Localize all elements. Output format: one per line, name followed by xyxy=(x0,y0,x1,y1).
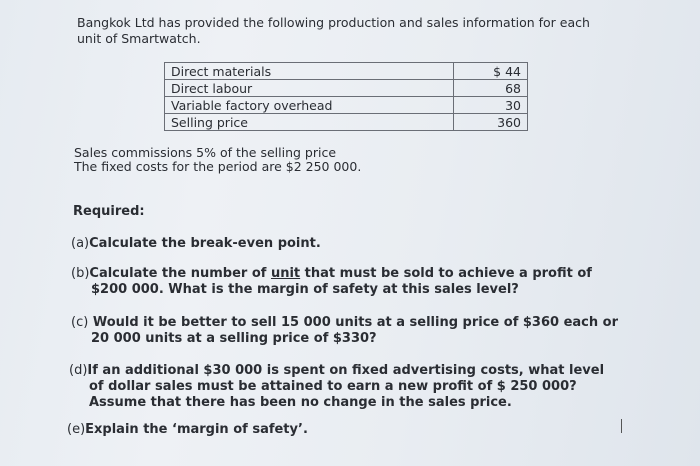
row-value: 360 xyxy=(453,114,527,131)
question-number: (a) xyxy=(71,236,90,251)
question-b xyxy=(71,265,592,282)
question-text: If an additional $30 000 is spent on fixed advertising costs, what level xyxy=(87,363,605,378)
commission-note: Sales commissions 5% of the selling price xyxy=(74,145,337,160)
intro-line-2: unit of Smartwatch. xyxy=(77,31,201,46)
question-text: that must be sold to achieve a profit of xyxy=(300,266,592,281)
question-b-line-2: $200 000. What is the margin of safety at this sales level? xyxy=(91,282,519,297)
question-number: (e) xyxy=(67,422,86,437)
question-a xyxy=(71,235,321,252)
question-e xyxy=(67,421,308,438)
row-value: 30 xyxy=(453,97,527,114)
question-text: Explain the ‘margin of safety’. xyxy=(85,422,308,437)
question-c-line-2: 20 000 units at a selling price of $330? xyxy=(91,331,377,346)
row-value: 68 xyxy=(453,80,527,97)
table-row xyxy=(165,63,528,80)
question-text: Calculate the number of xyxy=(89,266,271,281)
question-c xyxy=(71,314,618,331)
question-number: (b) xyxy=(71,266,90,281)
row-label: Direct materials xyxy=(165,63,454,80)
question-number: (c) xyxy=(71,315,89,330)
question-number: (d) xyxy=(69,363,88,378)
question-d-line-2: of dollar sales must be attained to earn a new profit of $ 250 000? xyxy=(89,379,577,394)
table-row xyxy=(165,80,528,97)
question-text: Would it be better to sell 15 000 units at a selling price of $360 each or xyxy=(92,315,618,330)
required-heading: Required: xyxy=(73,204,145,219)
underlined-word: unit xyxy=(270,266,301,281)
question-text: Calculate the break-even point. xyxy=(89,236,321,251)
question-d xyxy=(69,362,604,379)
production-table xyxy=(164,62,528,131)
table-row xyxy=(165,97,528,114)
row-value: $ 44 xyxy=(453,63,527,80)
question-d-line-3: Assume that there has been no change in the sales price. xyxy=(89,395,512,410)
text-cursor xyxy=(621,419,622,433)
fixed-cost-note: The fixed costs for the period are $2 250 000. xyxy=(74,159,362,174)
row-label: Direct labour xyxy=(165,80,454,97)
table-row xyxy=(165,114,528,131)
intro-line-1: Bangkok Ltd has provided the following production and sales information for each xyxy=(77,15,590,30)
row-label: Variable factory overhead xyxy=(165,97,454,114)
row-label: Selling price xyxy=(165,114,454,131)
